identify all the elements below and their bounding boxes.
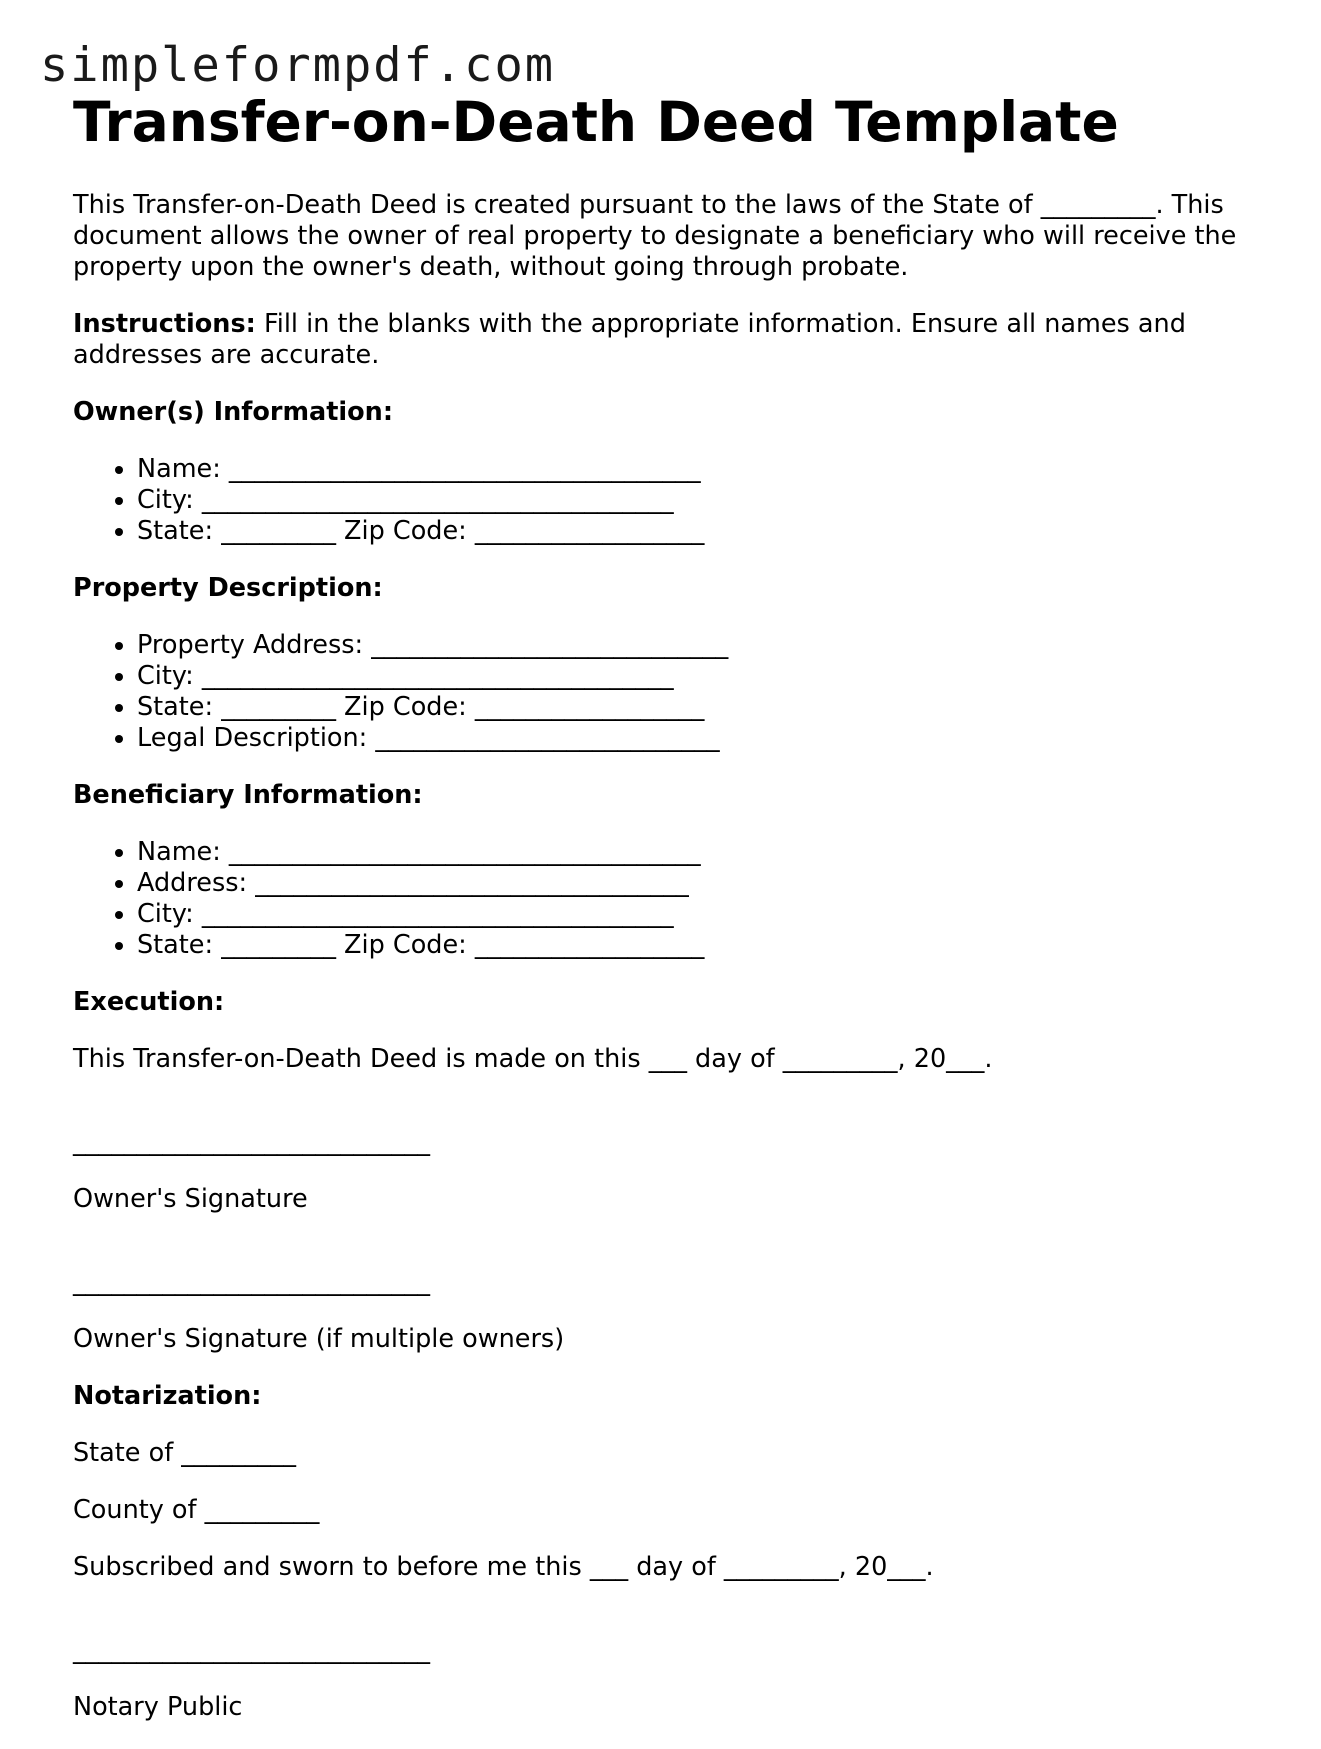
instructions-label: Instructions: xyxy=(73,309,256,339)
property-legal-description-field: • Legal Description: ___________________________ xyxy=(137,723,1253,754)
owner-state-zip-field: • State: _________ Zip Code: __________________ xyxy=(137,516,1253,547)
document-page xyxy=(73,90,1253,1749)
beneficiary-state-zip-field: • State: _________ Zip Code: __________________ xyxy=(137,930,1253,961)
execution-section-heading: Execution: xyxy=(73,987,225,1017)
owner-section-heading: Owner(s) Information: xyxy=(73,397,394,427)
property-state-zip-field: • State: _________ Zip Code: __________________ xyxy=(137,692,1253,723)
document-title: Transfer-on-Death Deed Template xyxy=(73,90,1119,154)
watermark-text: simpleformpdf.com xyxy=(40,38,556,93)
instructions-text: Fill in the blanks with the appropriate information. Ensure all names and addresses are accurate. xyxy=(73,309,1186,370)
owner-name-field: • Name: _____________________________________ xyxy=(137,454,1253,485)
property-city-field: • City: _____________________________________ xyxy=(137,661,1253,692)
beneficiary-address-field: • Address: __________________________________ xyxy=(137,868,1253,899)
property-section-heading: Property Description: xyxy=(73,573,383,603)
notary-state-line: State of _________ xyxy=(73,1438,297,1468)
second-owner-signature-label: Owner's Signature (if multiple owners) xyxy=(73,1324,565,1354)
property-fields-list xyxy=(73,630,1253,754)
notary-county-line: County of _________ xyxy=(73,1495,320,1525)
beneficiary-fields-list xyxy=(73,837,1253,961)
owner-signature-label: Owner's Signature xyxy=(73,1184,308,1214)
intro-paragraph: This Transfer-on-Death Deed is created pursuant to the laws of the State of _________. This document allows the owner of real property to designate a beneficiary who will receive the property upon the owner's death, without going through probate. xyxy=(73,190,1237,282)
beneficiary-name-field: • Name: _____________________________________ xyxy=(137,837,1253,868)
owner-city-field: • City: _____________________________________ xyxy=(137,485,1253,516)
execution-date-line: This Transfer-on-Death Deed is made on this ___ day of _________, 20___. xyxy=(73,1044,993,1074)
notary-signature-line: ____________________________ xyxy=(73,1635,430,1665)
notary-public-label: Notary Public xyxy=(73,1692,243,1722)
owner-signature-line: ____________________________ xyxy=(73,1127,430,1157)
beneficiary-section-heading: Beneficiary Information: xyxy=(73,780,423,810)
second-owner-signature-line: ____________________________ xyxy=(73,1267,430,1297)
notary-sworn-line: Subscribed and sworn to before me this ___ day of _________, 20___. xyxy=(73,1552,934,1582)
instructions-paragraph xyxy=(73,309,1253,371)
owner-fields-list xyxy=(73,454,1253,547)
notarization-section-heading: Notarization: xyxy=(73,1381,262,1411)
property-address-field: • Property Address: ____________________________ xyxy=(137,630,1253,661)
beneficiary-city-field: • City: _____________________________________ xyxy=(137,899,1253,930)
